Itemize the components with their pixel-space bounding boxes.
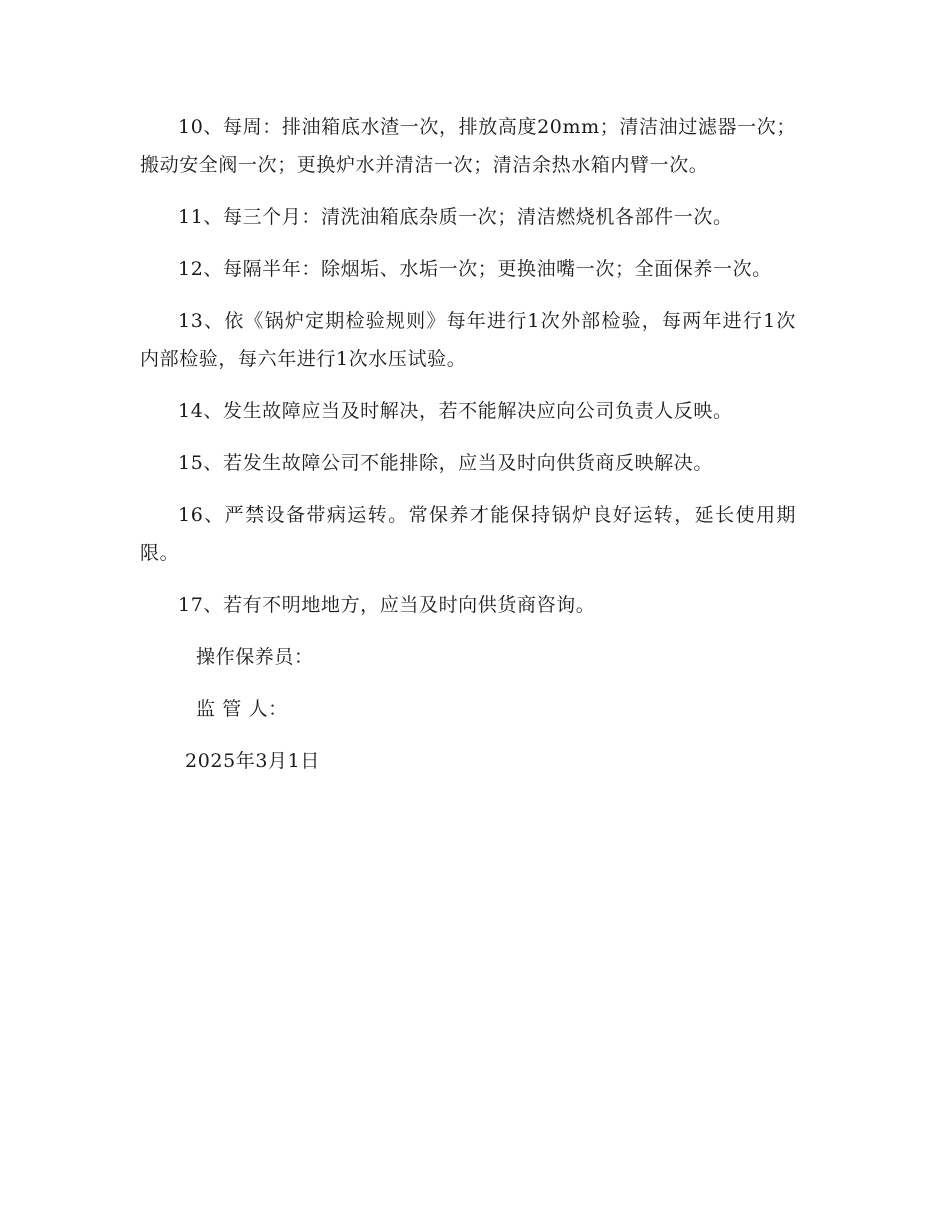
paragraph-item-17: 17、若有不明地地方，应当及时向供货商咨询。	[178, 594, 596, 616]
paragraph-item-12: 12、每隔半年：除烟垢、水垢一次；更换油嘴一次；全面保养一次。	[178, 258, 772, 280]
paragraph-item-11: 11、每三个月：清洗油箱底杂质一次；清洁燃烧机各部件一次。	[178, 206, 733, 228]
paragraph-item-10: 10、每周：排油箱底水渣一次，排放高度20mm；清洁油过滤器一次；搬动安全阀一次；更换炉水并清洁一次；清洁余热水箱内臂一次。	[140, 116, 796, 176]
supervisor-signature-label: 监 管 人：	[196, 698, 288, 720]
document-body	[140, 108, 796, 780]
paragraph-item-13: 13、依《锅炉定期检验规则》每年进行1次外部检验，每两年进行1次内部检验，每六年进行1次水压试验。	[140, 310, 796, 370]
paragraph-item-16: 16、严禁设备带病运转。常保养才能保持锅炉良好运转，延长使用期限。	[140, 504, 796, 564]
paragraph-item-14: 14、发生故障应当及时解决，若不能解决应向公司负责人反映。	[178, 400, 733, 422]
paragraph-item-15: 15、若发生故障公司不能排除，应当及时向供货商反映解决。	[178, 452, 713, 474]
document-date: 2025年3月1日	[185, 750, 320, 772]
operator-signature-label: 操作保养员：	[196, 646, 314, 668]
